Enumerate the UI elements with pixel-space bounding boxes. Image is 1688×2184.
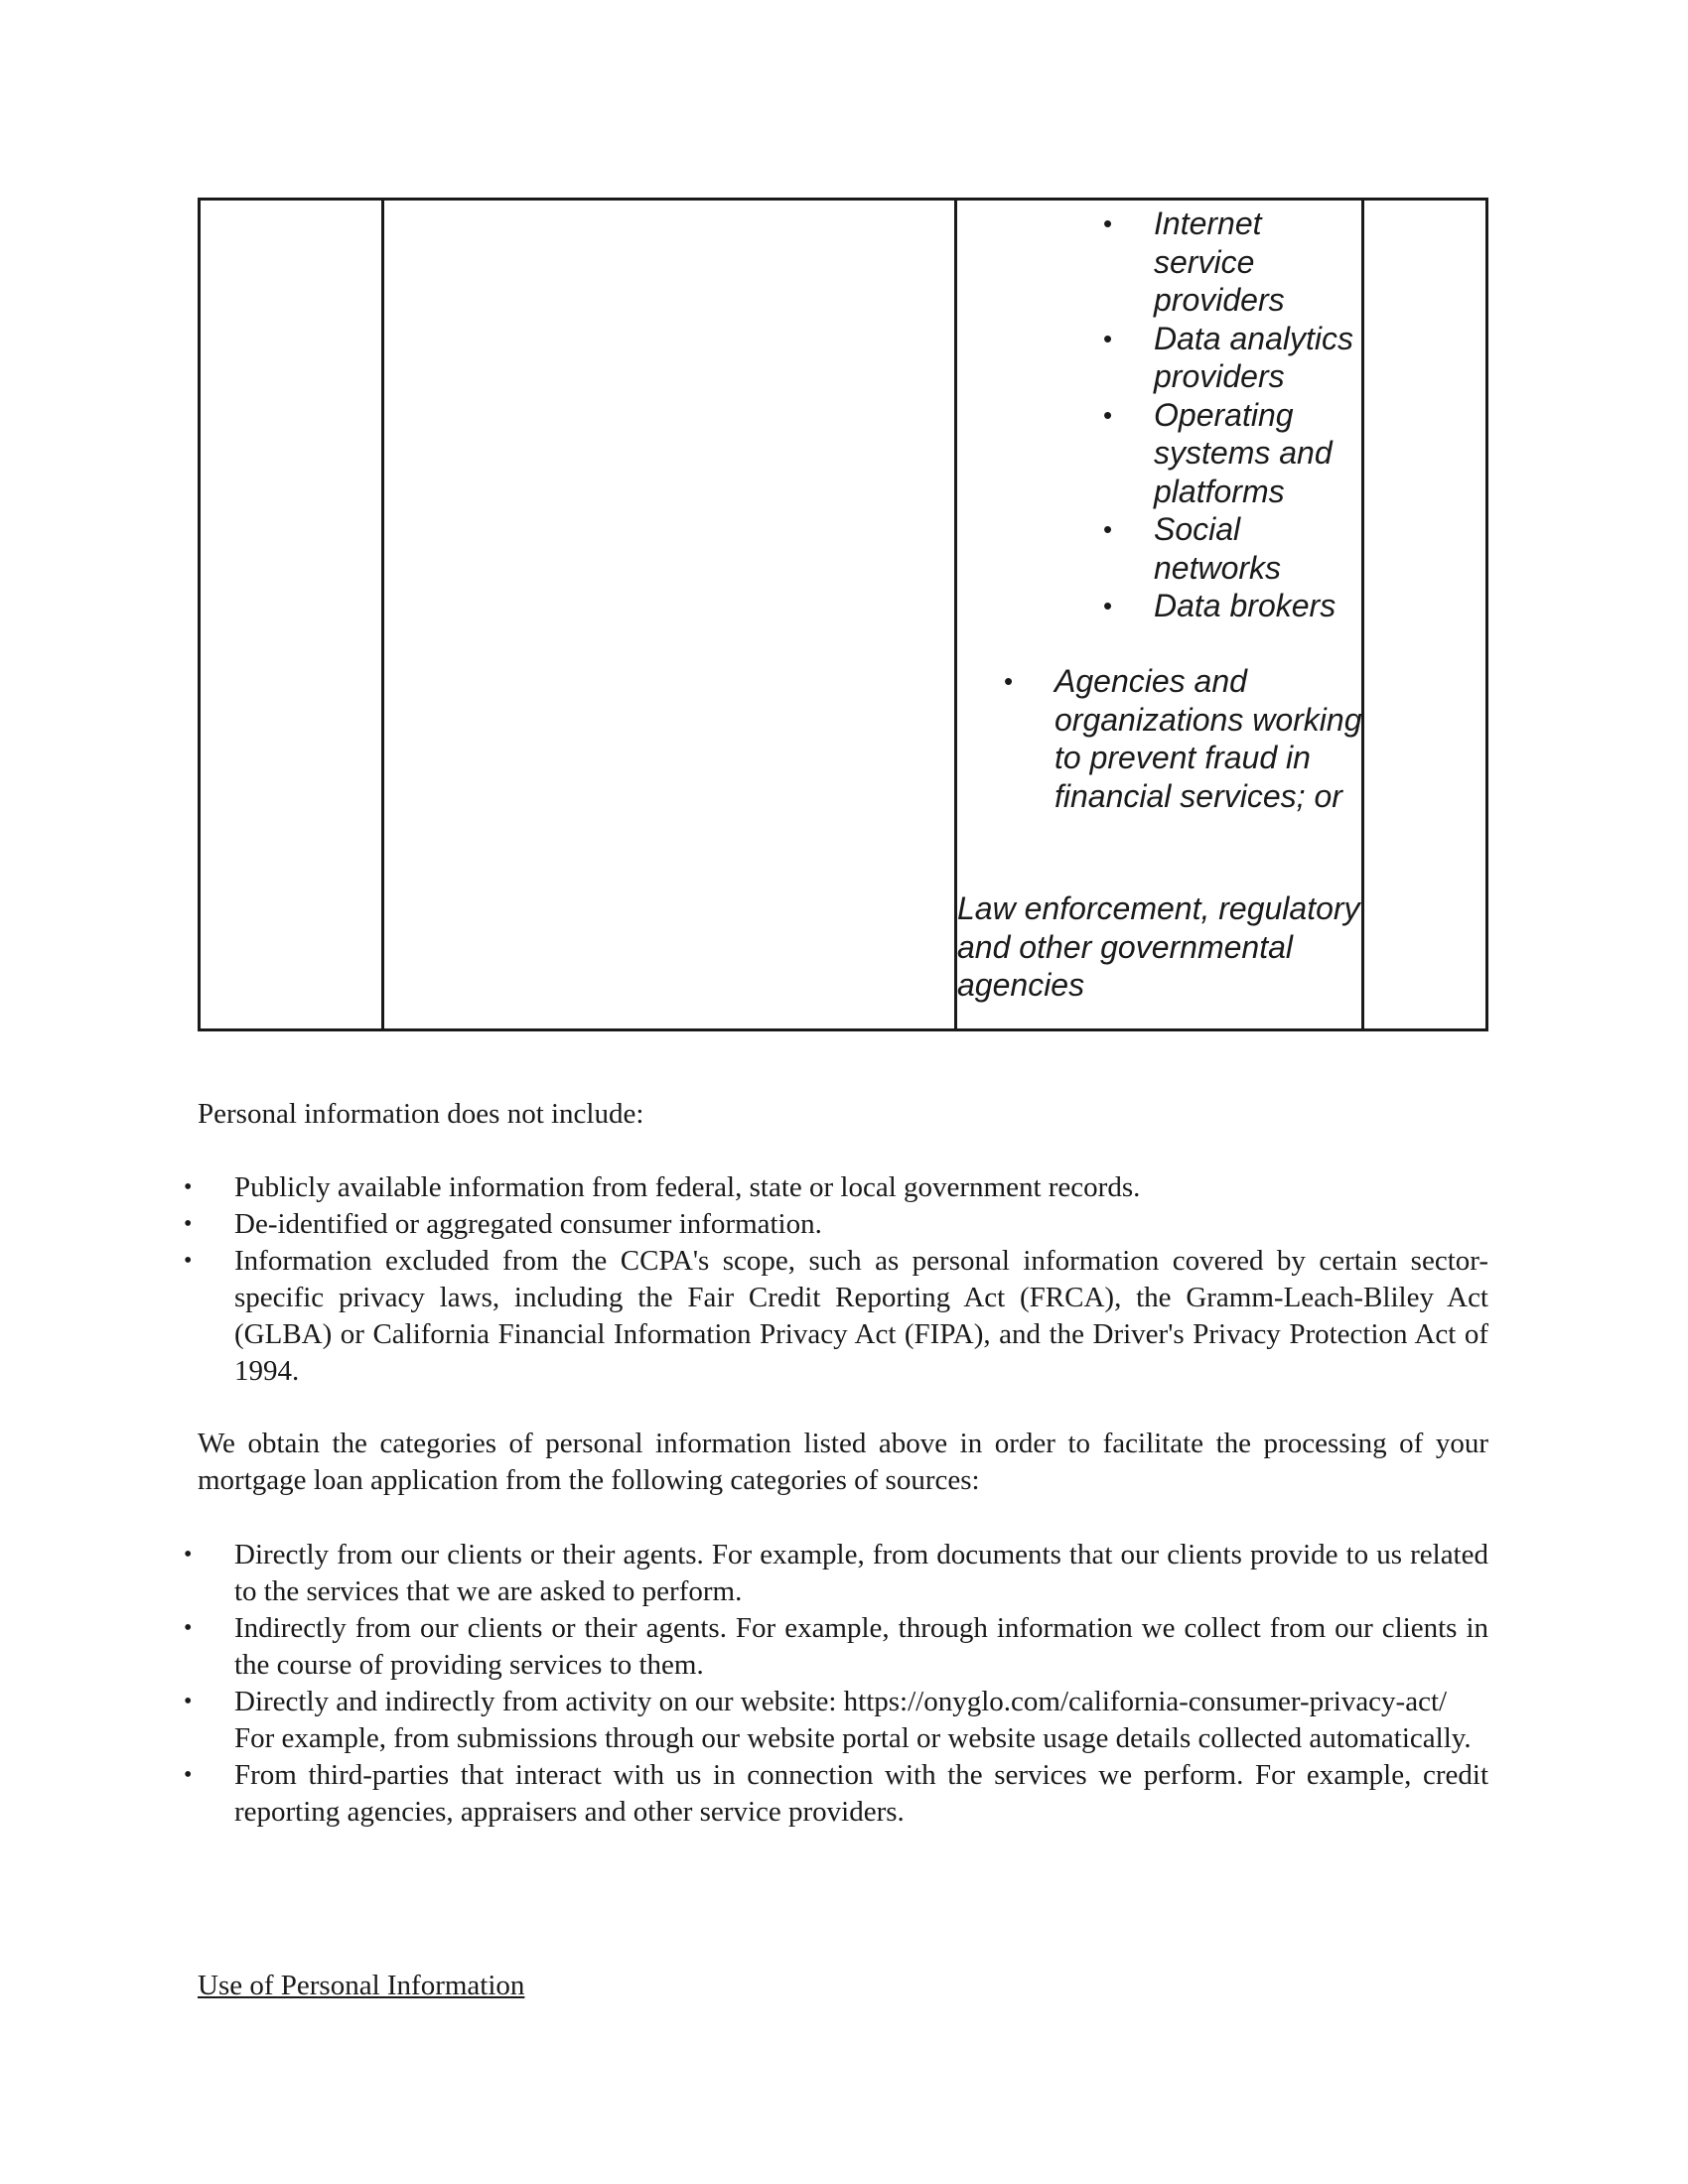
list-item: • Social networks: [1103, 511, 1282, 586]
list-item: • Data brokers: [1103, 588, 1336, 623]
list-item: • Internet service providers: [1103, 205, 1285, 318]
list-item: • Indirectly from our clients or their agents. For example, through information we collect from our clients in the course of providing services to them.: [184, 1612, 1488, 1681]
sub-bullet-list: [1103, 205, 1362, 625]
categories-table: [198, 198, 1488, 1031]
table-cell-recipients: [957, 201, 1362, 1028]
list-item: • Agencies and organizations working to prevent fraud in financial services; or: [1004, 663, 1362, 814]
list-item: • Directly from our clients or their agents. For example, from documents that our clients provide to us related to the services that we are asked to perform.: [184, 1539, 1488, 1607]
bullet-list: [1004, 662, 1362, 815]
sources-intro: We obtain the categories of personal information listed above in order to facilitate the processing of your mortgage loan application from the following categories of sources:: [198, 1428, 1488, 1496]
list-item: • Publicly available information from federal, state or local government records.: [184, 1171, 1141, 1203]
section-heading: Use of Personal Information: [198, 1970, 525, 2001]
list-item: • De-identified or aggregated consumer information.: [184, 1208, 822, 1240]
list-item: • From third-parties that interact with us in connection with the services we perform. For example, credit reporting agencies, appraisers and other service providers.: [184, 1759, 1488, 1828]
list-item: • Information excluded from the CCPA's scope, such as personal information covered by certain sector-specific privacy laws, including the Fair Credit Reporting Act (FRCA), the Gramm-Leach-Bliley Act (GLBA) or California Financial Information Privacy Act (FIPA), and the Driver's Privacy Protection Act of 1994.: [184, 1245, 1488, 1387]
exclusions-intro: Personal information does not include:: [198, 1098, 644, 1130]
law-enforcement-text: Law enforcement, regulatory and other governmental agencies: [957, 890, 1360, 1003]
table-column-divider: [381, 201, 384, 1028]
sources-list: [184, 1537, 1488, 1831]
exclusions-list: [184, 1169, 1488, 1390]
list-item: • Directly and indirectly from activity on our website: https://onyglo.com/california-consumer-privacy-act/ For example, from submissions through our website portal or website usage details collected automatically.: [184, 1686, 1472, 1754]
list-item: • Data analytics providers: [1103, 320, 1353, 394]
list-item: • Operating systems and platforms: [1103, 396, 1333, 509]
